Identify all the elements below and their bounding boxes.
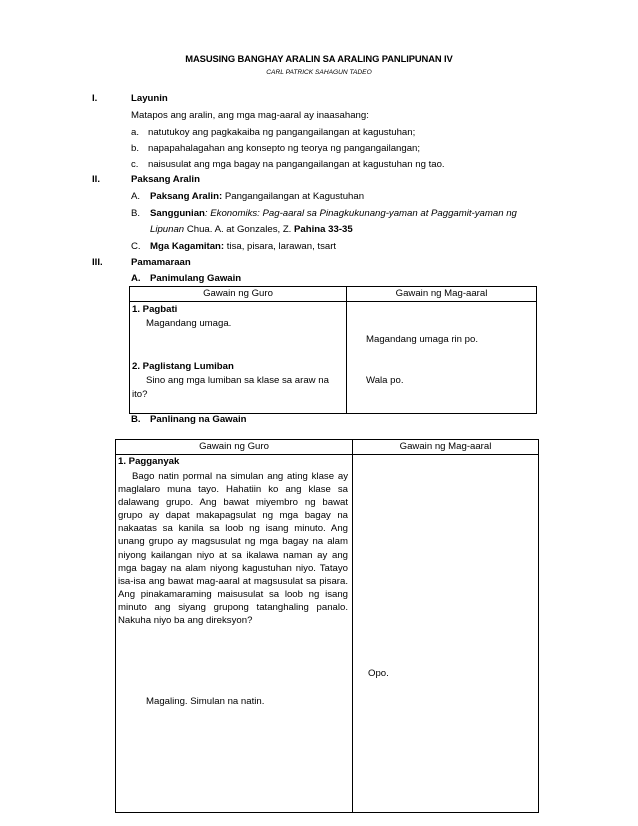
header-gawain-magaaral: Gawain ng Mag-aaral	[347, 287, 537, 302]
objective-c-text: naisusulat ang mga bagay na pangangailangan at kagustuhan ng tao.	[148, 159, 445, 170]
paglista-guro-line2: ito?	[132, 389, 148, 400]
paksa-a-line	[150, 191, 364, 202]
paksa-b-letter: B.	[131, 208, 141, 219]
section-1-heading: Layunin	[131, 93, 168, 104]
paglista-guro-line1: Sino ang mga lumiban sa klase sa araw na	[146, 375, 329, 386]
paksa-a-text: Pangangailangan at Kagustuhan	[224, 191, 365, 202]
paksa-c-label: Mga Kagamitan:	[150, 241, 225, 252]
sub-b-label: Panlinang na Gawain	[150, 414, 247, 425]
paksa-c-letter: C.	[131, 241, 141, 252]
section-3-numeral: III.	[92, 257, 103, 268]
header-gawain-guro: Gawain ng Guro	[116, 440, 353, 455]
objective-b-text: napapahalagahan ang konsepto ng teorya ng pangangailangan;	[148, 143, 421, 154]
paksa-a-label: Paksang Aralin:	[150, 191, 223, 202]
paksa-b-reference-authors: Chua. A. at Gonzales, Z.	[186, 224, 292, 235]
paksa-b-reference-title: Ekonomiks: Pag-aaral sa Pinagkukunang-yaman at Paggamit-yaman ng	[210, 208, 517, 219]
pagganyak-closing: Magaling. Simulan na natin.	[146, 696, 265, 707]
objective-a-letter: a.	[131, 127, 140, 138]
guro-cell	[116, 455, 353, 813]
table-panlinang-na-gawain	[115, 439, 539, 813]
magaaral-cell	[353, 455, 539, 813]
paksa-a-letter: A.	[131, 191, 141, 202]
section-1-numeral: I.	[92, 93, 98, 104]
author-name: CARL PATRICK SAHAGUN TADEO	[266, 69, 372, 76]
section-2-heading: Paksang Aralin	[131, 174, 200, 185]
pagbati-guro: Magandang umaga.	[146, 318, 232, 329]
document-title: MASUSING BANGHAY ARALIN SA ARALING PANLIPUNAN IV	[185, 53, 453, 64]
magaaral-cell	[347, 302, 537, 414]
paksa-c-text: tisa, pisara, larawan, tsart	[226, 241, 337, 252]
section-2-numeral: II.	[92, 174, 100, 185]
header-gawain-guro: Gawain ng Guro	[130, 287, 347, 302]
table-row	[130, 302, 537, 414]
paksa-b-colon: :	[204, 208, 208, 219]
section-3-heading: Pamamaraan	[131, 257, 191, 268]
table-panimulang-gawain	[129, 286, 537, 414]
paksa-c-line	[150, 241, 336, 252]
table-row	[116, 455, 539, 813]
table-header-row	[116, 440, 539, 455]
paksa-b-label: Sanggunian	[150, 208, 205, 219]
pagganyak-guro: Bago natin pormal na simulan ang ating klase ay maglalaro muna tayo. Hahatiin ko ang klase sa dalawang grupo. Ang bawat miyembro ng bawat grupo ay dapat makapagsulat ng mga bagay na nakaatas sa kanila sa loob ng isang minuto. Ang unang grupo ay magsusulat ng mga bagay na alam niyong kailangan niyo at sa ikalawa naman ay ang mga bagay na alam niyong kagustuhan niyo. Tatayo isa-isa ang bawat mag-aaral at magsusulat sa pisara. Ang pinakamaraming maisusulat sa loob ng isang minuto ang siyang grupong tatanghaling panalo. Nakuha niyo ba ang direksyon?	[118, 471, 348, 627]
objective-c-letter: c.	[131, 159, 139, 170]
pagbati-magaaral: Magandang umaga rin po.	[366, 334, 479, 345]
paglista-magaaral: Wala po.	[366, 375, 404, 386]
paksa-b-line-2	[150, 224, 353, 235]
objective-a-text: natutukoy ang pagkakaiba ng pangangailangan at kagustuhan;	[148, 127, 416, 138]
paksa-b-line	[150, 208, 517, 219]
sub-b-letter: B.	[131, 414, 141, 425]
pagbati-heading: 1. Pagbati	[132, 304, 178, 315]
paksa-b-reference-title-2: Lipunan	[150, 224, 185, 235]
header-gawain-magaaral: Gawain ng Mag-aaral	[353, 440, 539, 455]
table-header-row	[130, 287, 537, 302]
pagganyak-magaaral: Opo.	[368, 668, 389, 679]
guro-cell	[130, 302, 347, 414]
section-1-intro: Matapos ang aralin, ang mga mag-aaral ay inaasahang:	[131, 110, 369, 121]
sub-a-letter: A.	[131, 273, 141, 284]
sub-a-label: Panimulang Gawain	[150, 273, 242, 284]
objective-b-letter: b.	[131, 143, 140, 154]
paksa-b-reference-pages: Pahina 33-35	[294, 224, 353, 235]
pagganyak-heading: 1. Pagganyak	[118, 456, 180, 467]
paglista-heading: 2. Paglistang Lumiban	[132, 361, 234, 372]
